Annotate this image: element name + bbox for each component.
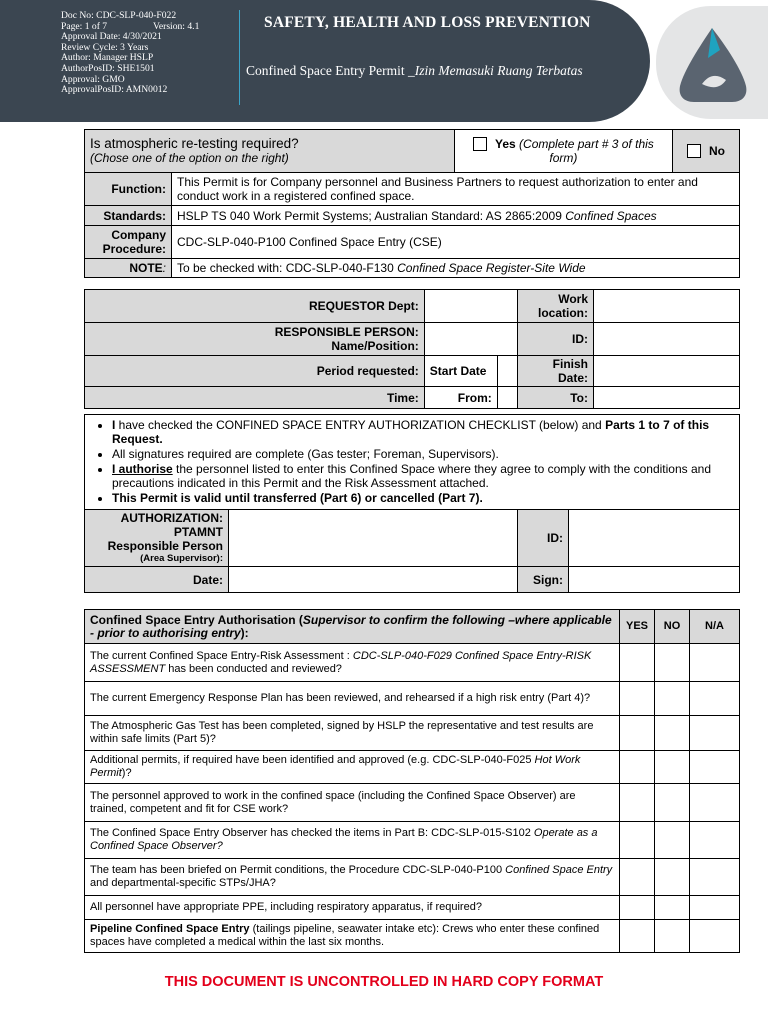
retest-question-note: (Chose one of the option on the right) <box>90 151 289 165</box>
bullet-authorise: • I authorise the personnel listed to enter this Confined Space where they agree to comply with the conditions and precautions indicated in this Permit and the Risk Assessment attached. <box>112 462 734 490</box>
request-table <box>84 289 740 409</box>
authorization-id-field[interactable] <box>569 510 740 567</box>
checklist-item-text: The current Confined Space Entry-Risk Assessment : CDC-SLP-040-F029 Confined Space Entry-RISK ASSESSMENT has been conducted and reviewed? <box>85 644 620 682</box>
checklist-yes-cell[interactable] <box>620 784 655 822</box>
checklist-na-cell[interactable] <box>690 822 740 859</box>
finish-date-field[interactable] <box>594 356 740 387</box>
requestor-dept-field[interactable] <box>424 290 517 323</box>
author-pos-id: AuthorPosID: SHE1501 <box>61 62 155 74</box>
responsible-id-label: ID: <box>518 323 594 356</box>
bullet-checked: • I have checked the CONFINED SPACE ENTRY AUTHORIZATION CHECKLIST (below) and Parts 1 to 7 of this Request. <box>112 418 734 446</box>
checklist-na-cell[interactable] <box>690 751 740 784</box>
checklist-na-cell[interactable] <box>690 784 740 822</box>
authorization-bullets <box>90 418 734 505</box>
authorization-sign-field[interactable] <box>569 567 740 593</box>
retest-yes-cell: Yes (Complete part # 3 of this form) <box>454 130 672 173</box>
retest-yes-checkbox[interactable] <box>473 137 487 151</box>
authorization-date-label: Date: <box>85 567 229 593</box>
responsible-person-label: RESPONSIBLE PERSON: Name/Position: <box>85 323 425 356</box>
authorization-table <box>84 414 740 593</box>
approval: Approval: GMO <box>61 73 125 85</box>
finish-date-label: Finish Date: <box>518 356 594 387</box>
from-field[interactable] <box>497 387 517 409</box>
checklist-yes-cell[interactable] <box>620 716 655 751</box>
start-date-label: Start Date <box>424 356 497 387</box>
function-label: Function: <box>85 173 172 206</box>
company-logo <box>656 6 768 119</box>
checklist-no-cell[interactable] <box>655 920 690 953</box>
authorization-statements <box>85 415 740 510</box>
checklist-no-cell[interactable] <box>655 682 690 716</box>
checklist-row <box>85 920 740 953</box>
checklist-row <box>85 896 740 920</box>
checklist-no-cell[interactable] <box>655 822 690 859</box>
checklist-row <box>85 751 740 784</box>
checklist-item-text: All personnel have appropriate PPE, including respiratory apparatus, if required? <box>85 896 620 920</box>
retest-no-cell: No <box>672 130 739 173</box>
retest-question: Is atmospheric re-testing required? <box>90 136 299 151</box>
checklist-item-text: The Confined Space Entry Observer has checked the items in Part B: CDC-SLP-015-S102 Operate as a Confined Space Observer? <box>85 822 620 859</box>
function-text: This Permit is for Company personnel and Business Partners to request authorization to enter and conduct work in a registered confined space. <box>172 173 740 206</box>
to-label: To: <box>518 387 594 409</box>
procedure-label: Company Procedure: <box>85 226 172 259</box>
retest-no-checkbox[interactable] <box>687 144 701 158</box>
work-location-label: Work location: <box>518 290 594 323</box>
version: Version: 4.1 <box>153 20 200 32</box>
checklist-yes-cell[interactable] <box>620 859 655 896</box>
checklist-item-text: Additional permits, if required have been identified and approved (e.g. CDC-SLP-040-F025 Hot Work Permit)? <box>85 751 620 784</box>
checklist-na-cell[interactable] <box>690 920 740 953</box>
checklist-na-cell[interactable] <box>690 859 740 896</box>
page-number: Page: 1 of 7 <box>61 20 108 32</box>
checklist-no-cell[interactable] <box>655 716 690 751</box>
checklist-item-text: The current Emergency Response Plan has been reviewed, and rehearsed if a high risk entry (Part 4)? <box>85 682 620 716</box>
header-band <box>0 0 650 122</box>
checklist-table <box>84 609 740 953</box>
bullet-signatures: • All signatures required are complete (Gas tester; Foreman, Supervisors). <box>112 447 734 461</box>
header-divider <box>239 10 240 105</box>
page-subtitle: Confined Space Entry Permit _Izin Memasuki Ruang Terbatas <box>246 63 583 78</box>
checklist-no-cell[interactable] <box>655 751 690 784</box>
checklist-na-cell[interactable] <box>690 896 740 920</box>
uncontrolled-document-notice: THIS DOCUMENT IS UNCONTROLLED IN HARD COPY FORMAT <box>164 974 604 990</box>
checklist-na-cell[interactable] <box>690 644 740 682</box>
mountain-logo-icon <box>656 6 768 119</box>
authorization-person-field[interactable] <box>229 510 518 567</box>
from-label: From: <box>424 387 497 409</box>
checklist-row <box>85 784 740 822</box>
procedure-text: CDC-SLP-040-P100 Confined Space Entry (CSE) <box>172 226 740 259</box>
approval-pos-id: ApprovalPosID: AMN0012 <box>61 84 168 96</box>
checklist-row <box>85 822 740 859</box>
checklist-item-text: The personnel approved to work in the confined space (including the Confined Space Observer) are trained, competent and fit for CSE work? <box>85 784 620 822</box>
checklist-item-text: The team has been briefed on Permit conditions, the Procedure CDC-SLP-040-P100 Confined Space Entry and departmental-specific STPs/JHA? <box>85 859 620 896</box>
checklist-no-cell[interactable] <box>655 896 690 920</box>
retest-question-cell <box>85 130 455 173</box>
start-date-field[interactable] <box>497 356 517 387</box>
authorization-label: AUTHORIZATION: PTAMNT Responsible Person (Area Supervisor): <box>85 510 229 567</box>
checklist-header: Confined Space Entry Authorisation (Supervisor to confirm the following –where applicable - prior to authorising entry): <box>85 610 620 644</box>
col-no-header: NO <box>655 610 690 644</box>
requestor-dept-label: REQUESTOR Dept: <box>85 290 425 323</box>
time-label: Time: <box>85 387 425 409</box>
checklist-no-cell[interactable] <box>655 859 690 896</box>
authorization-id-label: ID: <box>518 510 569 567</box>
checklist-row <box>85 859 740 896</box>
checklist-yes-cell[interactable] <box>620 822 655 859</box>
checklist-no-cell[interactable] <box>655 644 690 682</box>
checklist-yes-cell[interactable] <box>620 751 655 784</box>
work-location-field[interactable] <box>594 290 740 323</box>
col-na-header: N/A <box>690 610 740 644</box>
checklist-na-cell[interactable] <box>690 716 740 751</box>
checklist-item-text: The Atmospheric Gas Test has been completed, signed by HSLP the representative and test results are within safe limits (Part 5)? <box>85 716 620 751</box>
page-version-row <box>61 20 200 33</box>
document-metadata <box>61 10 200 96</box>
authorization-sign-label: Sign: <box>518 567 569 593</box>
period-requested-label: Period requested: <box>85 356 425 387</box>
permit-info-table <box>84 129 740 278</box>
bullet-validity: • This Permit is valid until transferred (Part 6) or cancelled (Part 7). <box>112 491 734 505</box>
checklist-no-cell[interactable] <box>655 784 690 822</box>
col-yes-header: YES <box>620 610 655 644</box>
checklist-row <box>85 682 740 716</box>
author: Author: Manager HSLP <box>61 52 154 64</box>
standards-label: Standards: <box>85 206 172 226</box>
authorization-date-field[interactable] <box>229 567 518 593</box>
checklist-na-cell[interactable] <box>690 682 740 716</box>
responsible-person-field[interactable] <box>424 323 517 356</box>
checklist-row <box>85 644 740 682</box>
standards-text: HSLP TS 040 Work Permit Systems; Australian Standard: AS 2865:2009 Confined Spaces <box>172 206 740 226</box>
note-label: NOTE: <box>85 259 172 278</box>
to-field[interactable] <box>594 387 740 409</box>
checklist-item-text: Pipeline Confined Space Entry (tailings pipeline, seawater intake etc): Crews who enter these confined spaces have completed a medical within the last six months. <box>85 920 620 953</box>
checklist-yes-cell[interactable] <box>620 896 655 920</box>
approval-date: Approval Date: 4/30/2021 <box>61 31 162 43</box>
note-text: To be checked with: CDC-SLP-040-F130 Confined Space Register-Site Wide <box>172 259 740 278</box>
checklist-yes-cell[interactable] <box>620 682 655 716</box>
page-title: SAFETY, HEALTH AND LOSS PREVENTION <box>264 14 591 31</box>
checklist-row <box>85 716 740 751</box>
review-cycle: Review Cycle: 3 Years <box>61 41 149 53</box>
checklist-yes-cell[interactable] <box>620 920 655 953</box>
doc-no: Doc No: CDC-SLP-040-F022 <box>61 10 177 21</box>
checklist-yes-cell[interactable] <box>620 644 655 682</box>
responsible-id-field[interactable] <box>594 323 740 356</box>
